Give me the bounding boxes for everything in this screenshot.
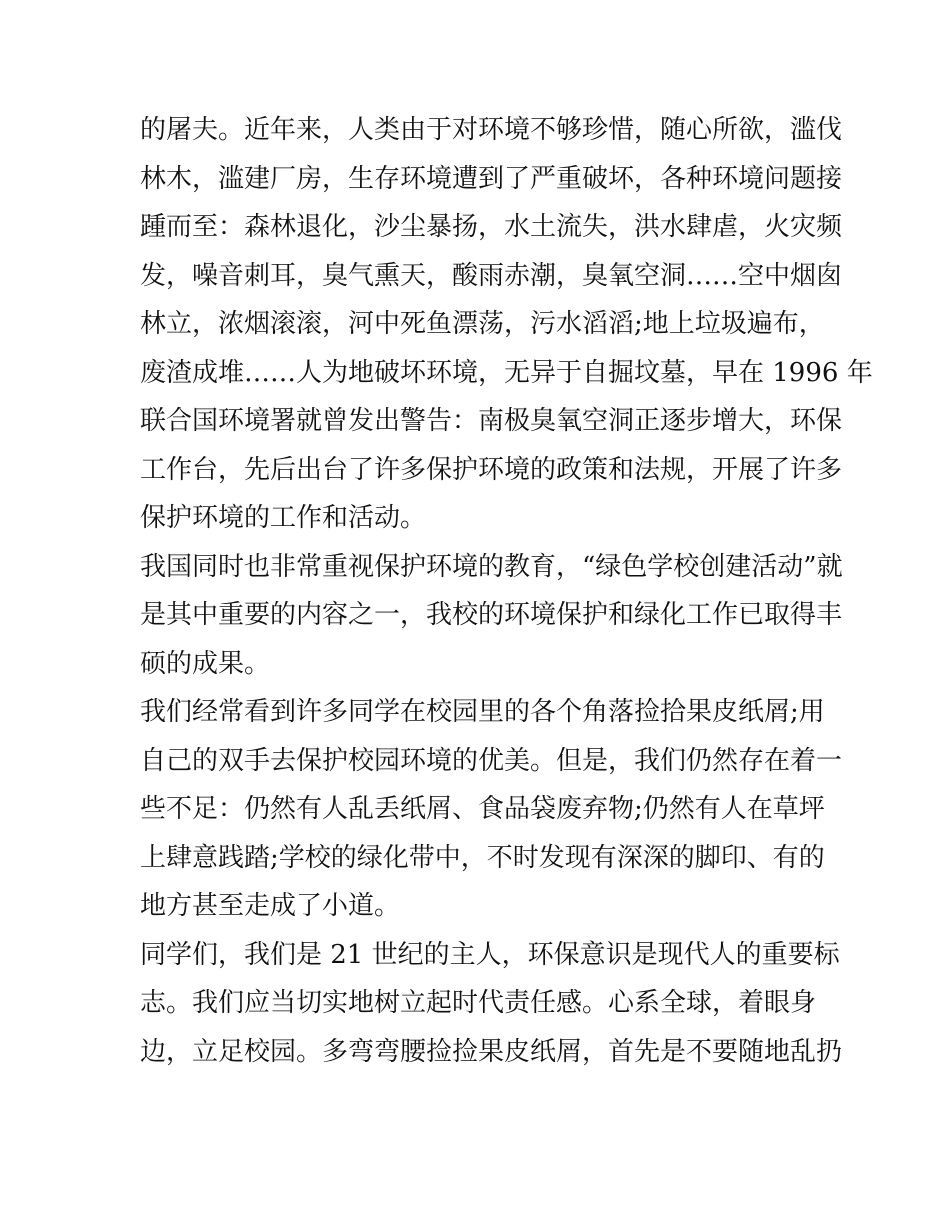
text-line: 上肆意践踏;学校的绿化带中，不时发现有深深的脚印、有的 [140,842,825,873]
text-line: 踵而至：森林退化，沙尘暴扬，水土流失，洪水肆虐，火灾频 [140,212,843,242]
text-line: 同学们，我们是 21 世纪的主人，环保意识是现代人的重要标 [140,939,840,970]
text-line: 地方甚至走成了小道。 [140,891,401,921]
text-line: 硕的成果。 [140,648,271,679]
text-line: 边，立足校园。多弯弯腰捡捡果皮纸屑，首先是不要随地乱扔 [140,1036,843,1067]
text-line: 我们经常看到许多同学在校园里的各个角落捡拾果皮纸屑;用 [140,697,825,727]
text-line: 发，噪音刺耳，臭气熏天，酸雨赤潮，臭氧空洞……空中烟囱 [140,260,843,291]
text-line: 联合国环境署就曾发出警告：南极臭氧空洞正逐步增大，环保 [140,406,843,436]
text-line: 林立，浓烟滚滚，河中死鱼漂荡，污水滔滔;地上垃圾遍布， [140,309,825,339]
text-line: 些不足：仍然有人乱丢纸屑、食品袋废弃物;仍然有人在草坪 [140,794,825,824]
text-line: 工作台，先后出台了许多保护环境的政策和法规，开展了许多 [140,454,843,485]
paragraph-environment-damage [140,106,873,543]
text-line: 的屠夫。近年来，人类由于对环境不够珍惜，随心所欲，滥伐 [140,115,843,145]
text-line: 我国同时也非常重视保护环境的教育，“绿色学校创建活动”就 [140,551,843,582]
text-line: 是其中重要的内容之一，我校的环境保护和绿化工作已取得丰 [140,600,843,630]
paragraph-call-to-action [140,931,843,1077]
text-line: 志。我们应当切实地树立起时代责任感。心系全球，着眼身 [140,988,817,1018]
text-line: 废渣成堆……人为地破坏环境，无异于自掘坟墓，早在 1996 年 [140,357,873,388]
document-body [140,106,873,1076]
text-line: 自己的双手去保护校园环境的优美。但是，我们仍然存在着一 [140,745,843,776]
paragraph-campus-behavior [140,688,843,931]
text-line: 保护环境的工作和活动。 [140,503,427,533]
paragraph-green-school [140,543,843,689]
text-line: 林木，滥建厂房，生存环境遭到了严重破坏，各种环境问题接 [140,163,843,194]
